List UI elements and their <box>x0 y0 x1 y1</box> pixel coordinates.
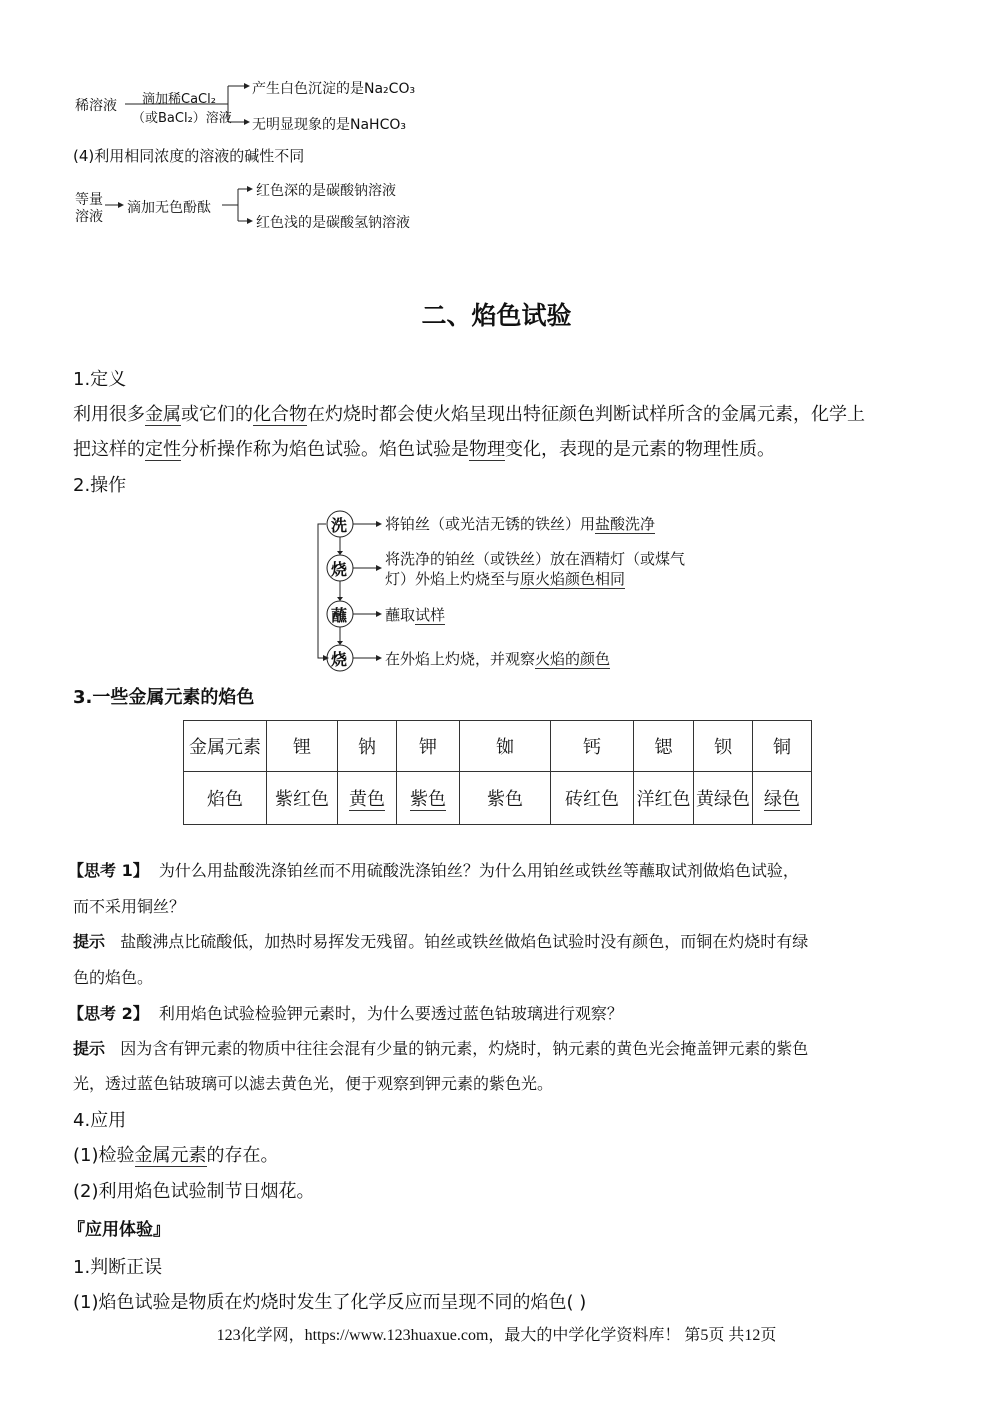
text: 变化，表现的是元素的物理性质。 <box>505 439 775 460</box>
table-cell: 钾 <box>397 721 460 772</box>
text: (1)检验 <box>73 1145 135 1166</box>
table-cell: 黄绿色 <box>694 772 753 825</box>
flow1-arrow-top: 滴加稀CaCl₂ <box>142 92 216 107</box>
flow1-arrow-bottom: （或BaCl₂）溶液 <box>132 111 232 126</box>
underlined-term: 紫色 <box>410 789 446 810</box>
text: 蘸取 <box>385 606 416 624</box>
underlined-term: 金属 <box>145 404 181 425</box>
flow1-left: 稀溶液 <box>75 98 117 114</box>
think1-label: 【思考 1】 <box>68 861 149 880</box>
flame-color-table <box>183 720 812 825</box>
flow2-result2: 红色浅的是碳酸氢钠溶液 <box>256 215 410 231</box>
think2-answer-line2: 光，透过蓝色钴玻璃可以滤去黄色光，便于观察到钾元素的紫色光。 <box>73 1074 554 1093</box>
experience-heading: 『应用体验』 <box>68 1220 170 1240</box>
table-cell: 锂 <box>267 721 338 772</box>
underlined-term: 黄色 <box>349 789 385 810</box>
application-item2: (2)利用焰色试验制节日烟花。 <box>73 1181 315 1202</box>
flame-heading: 3.一些金属元素的焰色 <box>73 687 255 708</box>
flow2-mid: 滴加无色酚酞 <box>127 200 211 216</box>
table-cell: 钡 <box>694 721 753 772</box>
definition-heading: 1.定义 <box>73 369 127 390</box>
text: 为什么用盐酸洗涤铂丝而不用硫酸洗涤铂丝？为什么用铂丝或铁丝等蘸取试剂做焰色试验， <box>158 861 799 880</box>
text: 在灼烧时都会使火焰呈现出特征颜色判断试样所含的金属元素，化学上 <box>307 404 865 425</box>
definition-line2 <box>73 432 775 467</box>
flow1-result2: 无明显现象的是NaHCO₃ <box>252 117 406 133</box>
text: 灯）外焰上灼烧至与 <box>385 570 521 588</box>
underlined-term: 金属元素 <box>134 1145 207 1166</box>
step-char-dip: 蘸 <box>331 606 348 625</box>
think1-answer-line2: 色的焰色。 <box>73 968 154 987</box>
table-row <box>184 772 812 825</box>
text: 盐酸沸点比硫酸低，加热时易挥发无残留。铂丝或铁丝做焰色试验时没有颜色，而铜在灼烧时有绿 <box>120 932 809 951</box>
step-char-wash: 洗 <box>331 516 348 535</box>
flow1-result1: 产生白色沉淀的是Na₂CO₃ <box>252 81 416 97</box>
text: 在外焰上灼烧，并观察 <box>385 650 536 668</box>
table-cell: 焰色 <box>184 772 267 825</box>
table-cell: 洋红色 <box>634 772 694 825</box>
table-row <box>184 721 812 772</box>
think2-question <box>68 1001 623 1027</box>
underlined-term: 化合物 <box>253 404 307 425</box>
flow2-left2: 溶液 <box>75 209 103 225</box>
underlined-term: 原火焰颜色相同 <box>520 570 626 588</box>
think1-question-line2: 而不采用铜丝？ <box>73 897 186 916</box>
think1-question-line1 <box>68 858 799 884</box>
step3-text <box>385 604 445 625</box>
table-cell <box>338 772 397 825</box>
operation-heading: 2.操作 <box>73 475 127 496</box>
application-heading: 4.应用 <box>73 1110 127 1131</box>
table-cell <box>397 772 460 825</box>
table-cell: 砖红色 <box>551 772 634 825</box>
table-cell: 金属元素 <box>184 721 267 772</box>
experience-sub: 1.判断正误 <box>73 1257 163 1278</box>
text: 把这样的 <box>73 439 145 460</box>
page-footer: 123化学网，https://www.123huaxue.com，最大的中学化学资料库！ 第5页 共12页 <box>216 1327 777 1344</box>
underlined-term: 火焰的颜色 <box>535 650 611 668</box>
flow2-left1: 等量 <box>75 192 103 208</box>
line-4: (4)利用相同浓度的溶液的碱性不同 <box>73 147 305 165</box>
think2-answer-line1 <box>73 1036 808 1062</box>
text: 分析操作称为焰色试验。焰色试验是 <box>181 439 469 460</box>
table-cell: 锶 <box>634 721 694 772</box>
text: 将铂丝（或光洁无锈的铁丝）用 <box>385 515 596 533</box>
step-char-burn: 烧 <box>331 560 348 579</box>
table-cell: 铷 <box>460 721 551 772</box>
underlined-term: 盐酸洗净 <box>595 515 656 533</box>
step2-text2 <box>385 568 625 589</box>
table-cell: 钠 <box>338 721 397 772</box>
experience-item1: (1)焰色试验是物质在灼烧时发生了化学反应而呈现不同的焰色( ) <box>73 1292 587 1313</box>
flow2-result1: 红色深的是碳酸钠溶液 <box>256 183 396 199</box>
step4-text <box>385 648 610 669</box>
table-cell: 铜 <box>753 721 812 772</box>
hint-label: 提示 <box>73 932 106 951</box>
table-cell: 紫色 <box>460 772 551 825</box>
think2-label: 【思考 2】 <box>68 1004 149 1023</box>
text: 的存在。 <box>206 1145 279 1166</box>
text: 利用很多 <box>73 404 145 425</box>
application-item1 <box>73 1138 279 1173</box>
step2-text1: 将洗净的铂丝（或铁丝）放在酒精灯（或煤气 <box>385 550 686 568</box>
underlined-term: 绿色 <box>764 789 800 810</box>
underlined-term: 物理 <box>469 439 505 460</box>
underlined-term: 试样 <box>415 606 446 624</box>
step-char-burn2: 烧 <box>331 650 348 669</box>
table-cell: 钙 <box>551 721 634 772</box>
text: 或它们的 <box>181 404 253 425</box>
section-title: 二、焰色试验 <box>421 301 572 330</box>
text: 利用焰色试验检验钾元素时，为什么要透过蓝色钴玻璃进行观察？ <box>158 1004 623 1023</box>
underlined-term: 定性 <box>145 439 181 460</box>
think1-answer-line1 <box>73 929 808 955</box>
text: 因为含有钾元素的物质中往往会混有少量的钠元素，灼烧时，钠元素的黄色光会掩盖钾元素的紫色 <box>120 1039 809 1058</box>
definition-line1 <box>73 397 865 432</box>
table-cell <box>753 772 812 825</box>
table-cell: 紫红色 <box>267 772 338 825</box>
step1-text <box>385 513 655 534</box>
hint-label: 提示 <box>73 1039 106 1058</box>
